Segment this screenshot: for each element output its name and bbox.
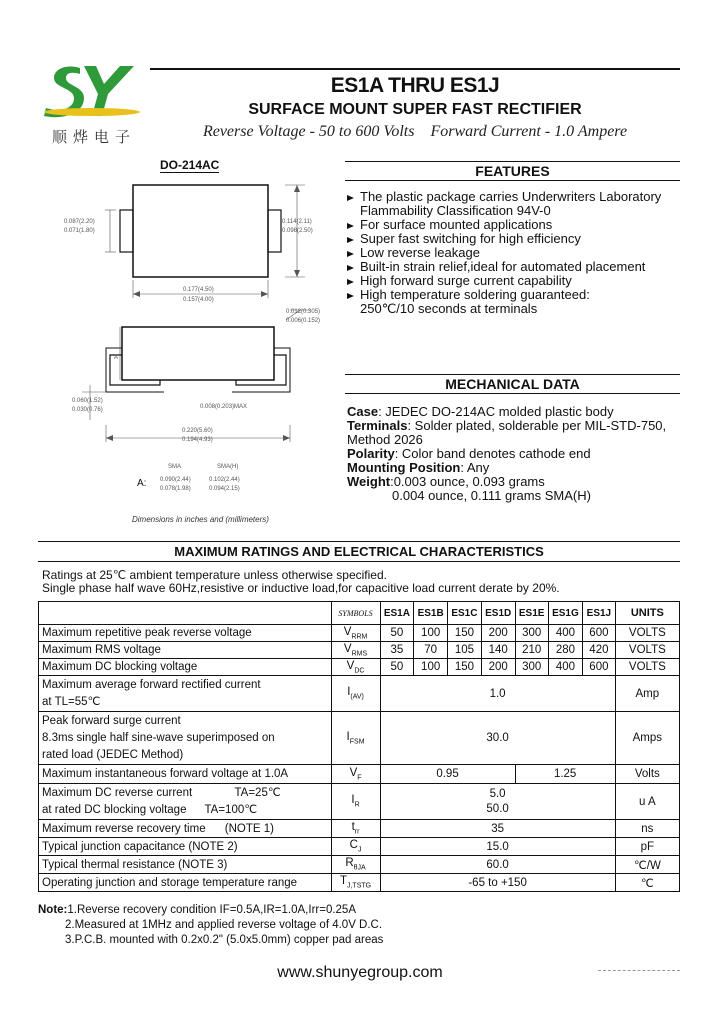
dimensions-caption: Dimensions in inches and (millimeters) — [132, 515, 269, 524]
mounting-value: : Any — [460, 460, 490, 475]
row-symbol: $V_{RMS}$ — [331, 642, 380, 659]
mechanical-heading: MECHANICAL DATA — [445, 376, 580, 392]
ratings-table: SYMBOLS ES1A ES1B ES1C ES1D ES1E ES1G ES1J UNITS Maximum repetitive peak reverse voltage $V_{RRM}$ 50 100 150 200 300 400 600 VOLTS Maximum RMS voltage $V_{RMS}$ 35 70 105 140 210 280 420 VOLTS Maximum DC blocking voltage $V_{DC}$ 50 100 150 200 300 400 600 VOLTS Maximum average forward rectified current at TL=55℃ $I_{(AV)}$ 1.0 Amp Peak forward surge current 8.3ms single half sine-wave superimposed on rated load (JEDEC Method) $I_{FSM}$ 30.0 Amps Maximum instantaneous forward voltage at 1.0A $V_F$ 0.95 1.25 Volts Maximum DC reverse current TA=25℃ at rated DC blocking voltage TA=100℃ $I_R$ 5.0 50.0 u A Maximum reverse recovery time (NOTE 1) $t_{rr}$ 35 ns Typical junction capacitance (NOTE 2) $C_J$ 15.0 pF Typical thermal resistance (NOTE 3) $R_{\theta JA}$ 60.0 ℃/W Operating junction and storage temperature range $T_{J,TSTG}$ -65 to +150 ℃ — [38, 601, 680, 892]
weight-value-2: 0.004 ounce, 0.111 grams SMA(H) — [392, 488, 591, 503]
row-label: Maximum instantaneous forward voltage at 1.0A — [39, 765, 332, 784]
feature-item: For surface mounted applications — [347, 218, 677, 232]
features-heading: FEATURES — [475, 163, 550, 179]
header-es1a: ES1A — [380, 602, 414, 625]
feature-item-cont: 250℃/10 seconds at terminals — [360, 301, 538, 316]
notes — [38, 903, 680, 948]
features-list — [347, 190, 677, 316]
dim-d4: 0.098(2.50) — [282, 228, 313, 234]
case-key: Case — [347, 404, 379, 419]
dim-d2: 0.071(1.80) — [64, 228, 95, 234]
dim-d7: 0.012(0.305) — [286, 309, 321, 315]
ratings-heading: MAXIMUM RATINGS AND ELECTRICAL CHARACTERISTICS — [174, 544, 544, 559]
row-label: Maximum reverse recovery time (NOTE 1) — [39, 820, 332, 838]
dim-a1: 0.090(2.44) — [160, 477, 191, 483]
feature-item: High forward surge current capability — [347, 274, 677, 288]
header-es1j: ES1J — [583, 602, 616, 625]
row-label: Maximum RMS voltage — [39, 642, 332, 659]
footer-dashed-line — [598, 970, 680, 971]
feature-item: Built-in strain relief,ideal for automated placement — [347, 260, 677, 274]
terminals-key: Terminals — [347, 418, 408, 433]
row-label: Maximum DC reverse current TA=25℃ at rated DC blocking voltage TA=100℃ — [39, 784, 332, 820]
page-title: ES1A THRU ES1J — [330, 74, 500, 97]
ratings-note-2: Single phase half wave 60Hz,resistive or inductive load,for capacitive load current derate by 20%. — [42, 581, 560, 595]
row-symbol: $V_{DC}$ — [331, 659, 380, 676]
dim-a2: 0.078(1.98) — [160, 486, 191, 492]
company-logo — [40, 60, 140, 150]
dim-d6: 0.157(4.00) — [183, 297, 214, 303]
row-label: Typical junction capacitance (NOTE 2) — [39, 838, 332, 856]
weight-key: Weight — [347, 474, 391, 489]
sy-logo-icon — [40, 60, 140, 120]
row-label: Operating junction and storage temperature range — [39, 874, 332, 892]
dim-d10: 0.030(0.76) — [72, 407, 103, 413]
row-symbol: $V_F$ — [331, 765, 380, 784]
row-symbol: $t_{rr}$ — [331, 820, 380, 838]
header-symbols: SYMBOLS — [331, 602, 380, 625]
row-symbol: $C_J$ — [331, 838, 380, 856]
header-units: UNITS — [615, 602, 679, 625]
row-label: Peak forward surge current 8.3ms single half sine-wave superimposed on rated load (JEDEC Method) — [39, 712, 332, 765]
row-label: Maximum average forward rectified current at TL=55℃ — [39, 676, 332, 712]
feature-item: Super fast switching for high efficiency — [347, 232, 677, 246]
dim-a4: 0.094(2.15) — [209, 486, 240, 492]
footer-url[interactable]: www.shunyegroup.com — [277, 964, 443, 981]
dim-d9: 0.060(1.52) — [72, 398, 103, 404]
dim-a-label: A: — [137, 478, 147, 489]
row-symbol: $I_{(AV)}$ — [331, 676, 380, 712]
polarity-key: Polarity — [347, 446, 395, 461]
header-es1g: ES1G — [548, 602, 582, 625]
feature-item-cont: Flammability Classification 94V-0 — [360, 203, 551, 218]
row-symbol: $R_{\theta JA}$ — [331, 856, 380, 874]
specs-line: Reverse Voltage - 50 to 600 Volts Forward Current - 1.0 Ampere — [202, 123, 628, 140]
dim-a-col1: SMA — [168, 464, 182, 470]
row-symbol: $I_{FSM}$ — [331, 712, 380, 765]
dim-h-label: A — [114, 355, 119, 361]
terminals-value: : Solder plated, solderable per MIL-STD-750, — [407, 418, 667, 433]
dim-d1: 0.087(2.20) — [64, 219, 95, 225]
dim-a-col2: SMA(H) — [217, 464, 239, 470]
row-symbol: $T_{J,TSTG}$ — [331, 874, 380, 892]
mechanical-data — [347, 405, 677, 503]
dim-d13: 0.194(4.93) — [182, 437, 213, 443]
feature-item: High temperature soldering guaranteed: — [347, 288, 677, 302]
header-es1e: ES1E — [515, 602, 548, 625]
row-symbol: $I_R$ — [331, 784, 380, 820]
dim-d3: 0.114(2.11) — [282, 219, 312, 225]
ratings-note-1: Ratings at 25℃ ambient temperature unless otherwise specified. — [42, 568, 387, 582]
header-es1b: ES1B — [414, 602, 448, 625]
package-label: DO-214AC — [160, 158, 220, 172]
header-es1c: ES1C — [448, 602, 482, 625]
note-1: 1.Reverse recovery condition IF=0.5A,IR=1.0A,Irr=0.25A — [67, 904, 356, 916]
terminals-value-2: Method 2026 — [347, 432, 423, 447]
row-label: Maximum repetitive peak reverse voltage — [39, 625, 332, 642]
feature-item: The plastic package carries Underwriters Laboratory — [347, 190, 677, 204]
note-3: 3.P.C.B. mounted with 0.2x0.2" (5.0x5.0mm) copper pad areas — [65, 934, 384, 946]
dim-d8: 0.006(0.152) — [286, 318, 321, 324]
row-label: Typical thermal resistance (NOTE 3) — [39, 856, 332, 874]
weight-value: :0.003 ounce, 0.093 grams — [390, 474, 545, 489]
logo-chinese-text: 顺烨电子 — [52, 128, 137, 146]
polarity-value: : Color band denotes cathode end — [394, 446, 591, 461]
page-subtitle: SURFACE MOUNT SUPER FAST RECTIFIER — [248, 101, 582, 118]
mounting-key: Mounting Position — [347, 460, 461, 475]
dim-d11: 0.008(0.203)MAX — [200, 404, 248, 410]
header-es1d: ES1D — [481, 602, 515, 625]
notes-label: Note: — [38, 904, 68, 916]
dim-d5: 0.177(4.50) — [183, 287, 214, 293]
row-symbol: $V_{RRM}$ — [331, 625, 380, 642]
case-value: : JEDEC DO-214AC molded plastic body — [378, 404, 614, 419]
feature-item: Low reverse leakage — [347, 246, 677, 260]
dim-d12: 0.220(5.60) — [182, 428, 213, 434]
dim-a3: 0.102(2.44) — [209, 477, 240, 483]
note-2: 2.Measured at 1MHz and applied reverse voltage of 4.0V D.C. — [65, 919, 383, 931]
row-label: Maximum DC blocking voltage — [39, 659, 332, 676]
